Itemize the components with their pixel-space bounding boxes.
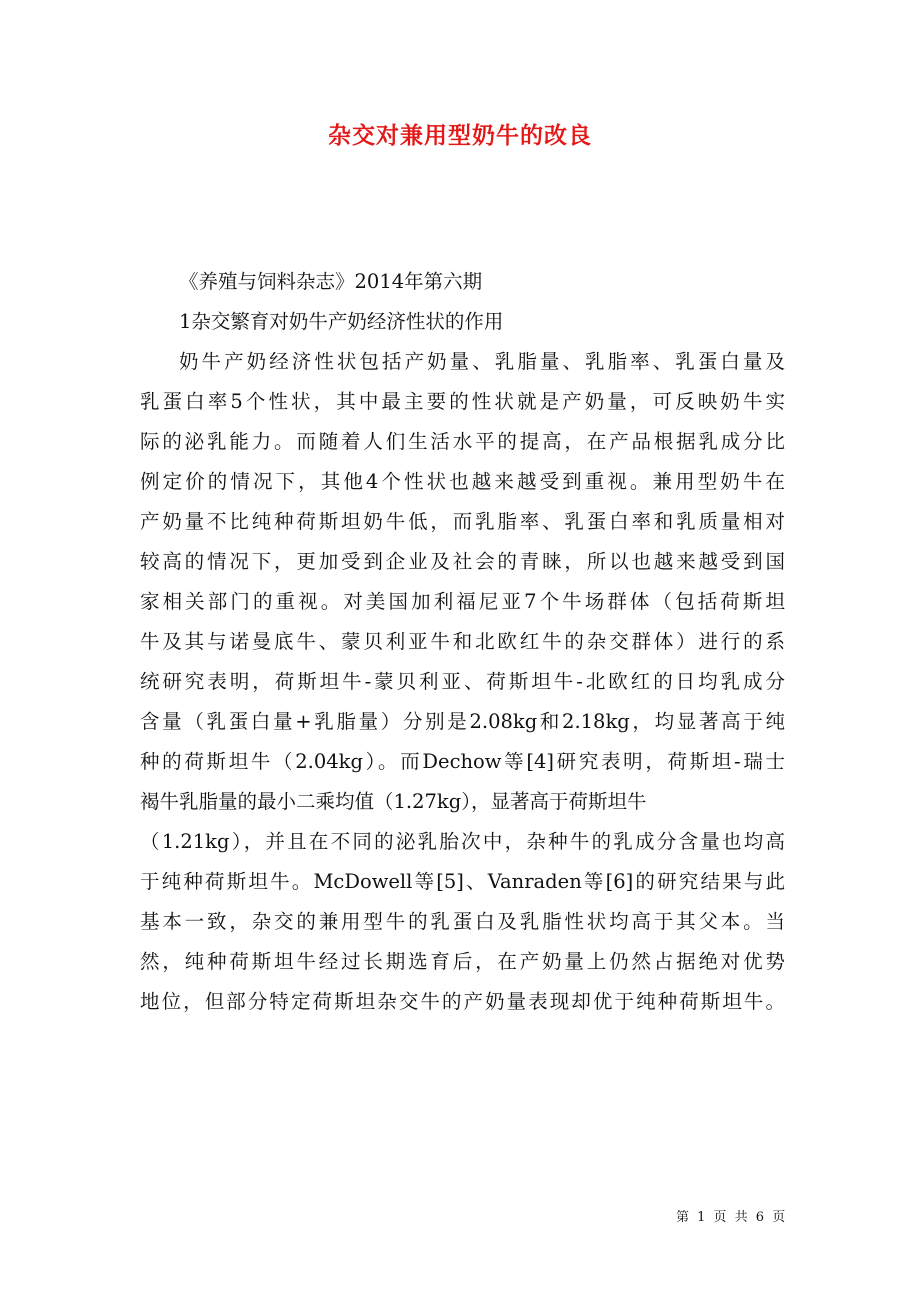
paragraph-line: （1.21kg），并且在不同的泌乳胎次中，杂种牛的乳成分含量也均高 bbox=[140, 830, 785, 853]
paragraph-line: 乳蛋白率5个性状，其中最主要的性状就是产奶量，可反映奶牛实 bbox=[140, 390, 785, 413]
page-number: 第 1 页 共 6 页 bbox=[676, 1210, 788, 1225]
paragraph-line: 统研究表明，荷斯坦牛-蒙贝利亚、荷斯坦牛-北欧红的日均乳成分 bbox=[140, 670, 785, 693]
paragraph-line: 例定价的情况下，其他4个性状也越来越受到重视。兼用型奶牛在 bbox=[140, 470, 785, 493]
paragraph-line: 含量（乳蛋白量+乳脂量）分别是2.08kg和2.18kg，均显著高于纯 bbox=[140, 710, 785, 733]
paragraph-line: 褐牛乳脂量的最小二乘均值（1.27kg），显著高于荷斯坦牛 bbox=[140, 790, 647, 813]
document-body bbox=[140, 262, 785, 1022]
paragraph-line: 产奶量不比纯种荷斯坦奶牛低，而乳脂率、乳蛋白率和乳质量相对 bbox=[140, 510, 785, 533]
section-heading: 1杂交繁育对奶牛产奶经济性状的作用 bbox=[179, 310, 504, 333]
paragraph-line: 基本一致，杂交的兼用型牛的乳蛋白及乳脂性状均高于其父本。当 bbox=[140, 910, 785, 933]
paragraph-line: 然，纯种荷斯坦牛经过长期选育后，在产奶量上仍然占据绝对优势 bbox=[140, 950, 785, 973]
paragraph-line: 牛及其与诺曼底牛、蒙贝利亚牛和北欧红牛的杂交群体）进行的系 bbox=[140, 630, 785, 653]
paragraph-line: 较高的情况下，更加受到企业及社会的青睐，所以也越来越受到国 bbox=[140, 550, 785, 573]
source-line: 《养殖与饲料杂志》2014年第六期 bbox=[179, 270, 483, 293]
paragraph bbox=[140, 342, 785, 1022]
paragraph-line: 际的泌乳能力。而随着人们生活水平的提高，在产品根据乳成分比 bbox=[140, 430, 785, 453]
paragraph-line: 地位，但部分特定荷斯坦杂交牛的产奶量表现却优于纯种荷斯坦牛。 bbox=[140, 990, 785, 1013]
paragraph-line: 家相关部门的重视。对美国加利福尼亚7个牛场群体（包括荷斯坦 bbox=[140, 590, 785, 613]
paragraph-line: 种的荷斯坦牛（2.04kg）。而Dechow等[4]研究表明，荷斯坦-瑞士 bbox=[140, 750, 785, 773]
paragraph-line: 于纯种荷斯坦牛。McDowell等[5]、Vanraden等[6]的研究结果与此 bbox=[140, 870, 785, 893]
document-title: 杂交对兼用型奶牛的改良 bbox=[328, 122, 592, 149]
paragraph-line: 奶牛产奶经济性状包括产奶量、乳脂量、乳脂率、乳蛋白量及 bbox=[179, 350, 785, 373]
